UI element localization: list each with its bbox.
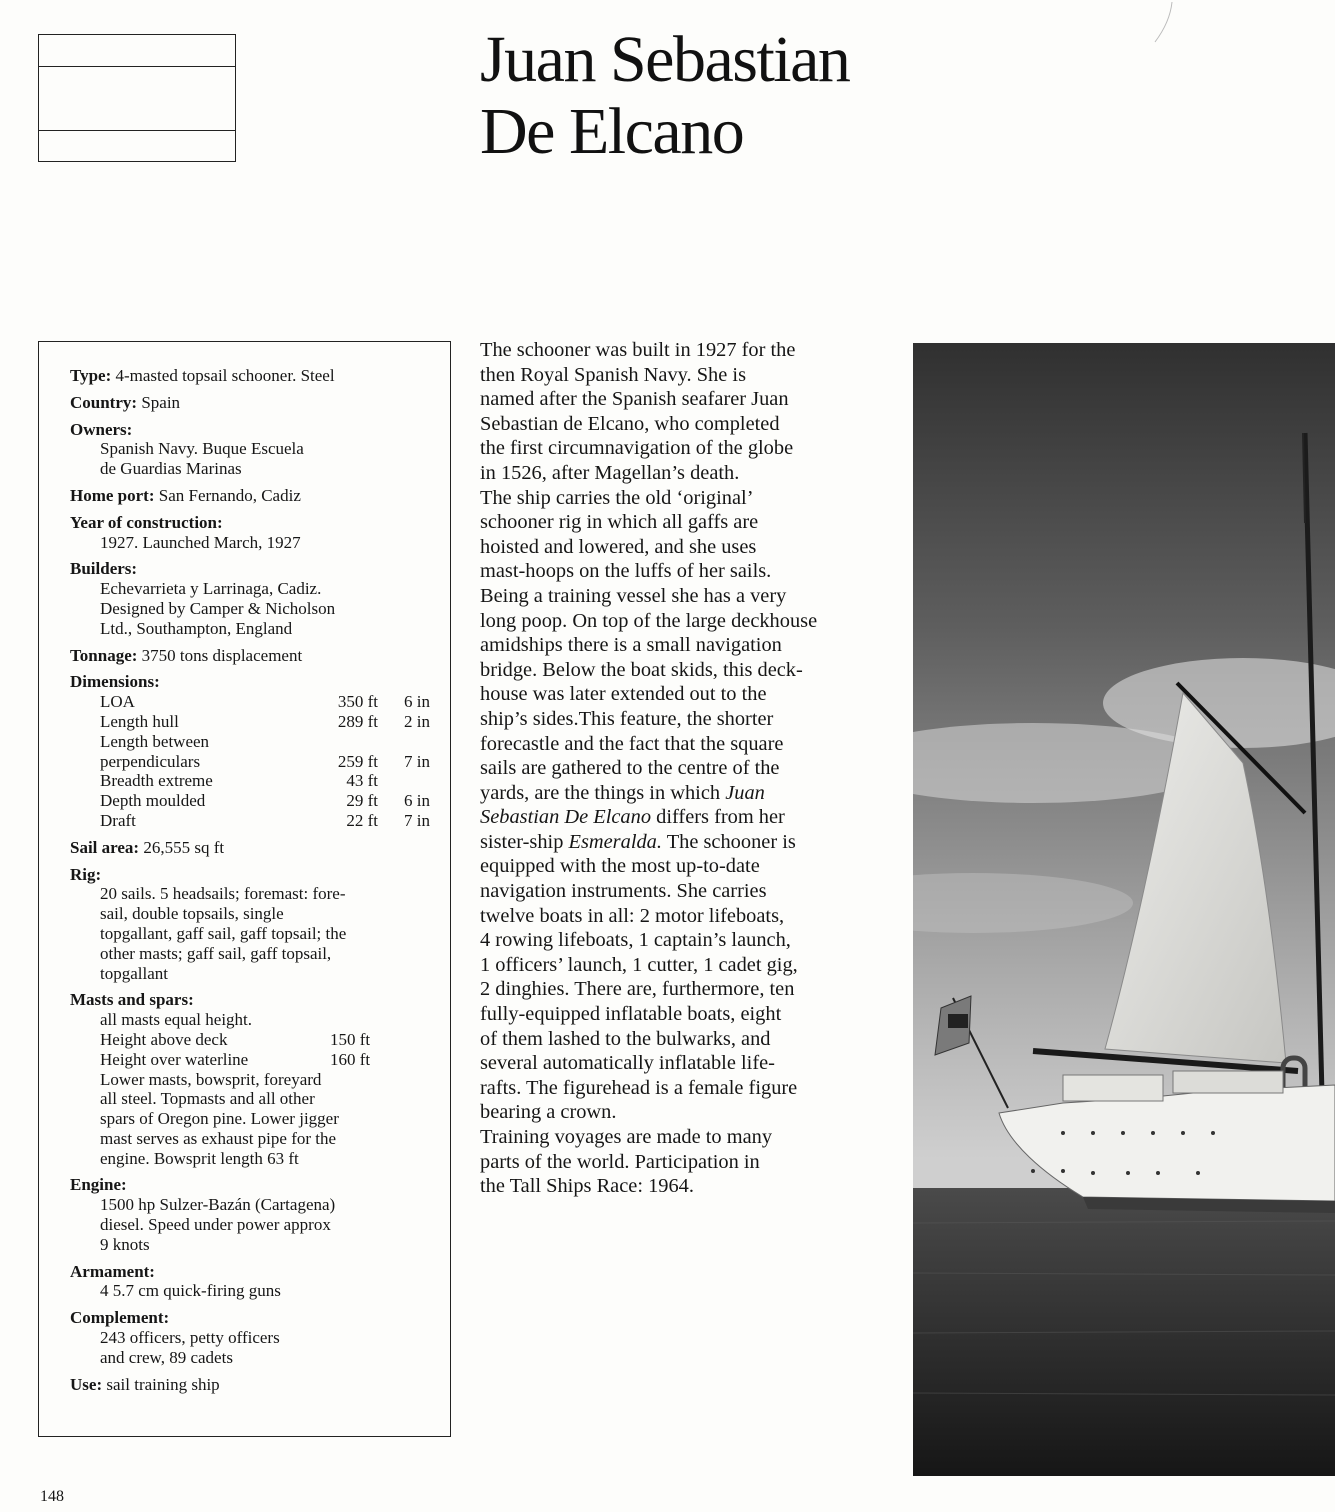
spec-year-of-construction bbox=[70, 513, 430, 553]
flag-placeholder-box bbox=[38, 34, 236, 162]
title-line-2: De Elcano bbox=[480, 95, 744, 168]
description-part-3: The schooner is equipped with the most up-to-date navigation instruments. She carries twelve boats in all: 2 motor lifeboats, 4 rowing lifeboats, 1 captain’s launch, 1 officers’ launch, 1 cutter, 1 cadet gig, 2 dinghies. There are, furthermore, ten fully-equipped inflatable boats, eight of them lashed to the bulwarks, and several automatically inflatable life- rafts. The figurehead is a female figure bearing a crown. Training voyages are made to many parts of the world. Participation in the Tall Ships Race: 1964. bbox=[480, 830, 798, 1198]
mast-height-row bbox=[70, 1030, 430, 1050]
spec-label: Complement: bbox=[70, 1308, 170, 1328]
ship-name-italic: Juan Sebastian De Elcano bbox=[480, 781, 765, 829]
dimension-feet: 289 ft bbox=[337, 711, 378, 731]
dimension-feet: 259 ft bbox=[337, 751, 378, 771]
dimension-inches: 6 in bbox=[404, 791, 430, 811]
dimension-inches: 7 in bbox=[404, 751, 430, 771]
spec-label: Sail area: bbox=[70, 837, 140, 857]
dimension-feet bbox=[328, 732, 378, 752]
spec-value: 1927. Launched March, 1927 bbox=[100, 532, 301, 552]
dimension-feet: 22 ft bbox=[346, 810, 378, 830]
spec-value: San Fernando, Cadiz bbox=[154, 485, 301, 505]
dimension-row bbox=[70, 811, 430, 831]
title-line-1: Juan Sebastian bbox=[480, 23, 850, 96]
spec-value: sail training ship bbox=[102, 1374, 220, 1394]
spec-value: Lower masts, bowsprit, foreyard all steel. Topmasts and all other spars of Oregon pine. Lower jigger mast serves as exhaust pipe for the engine. Bowsprit length 63 ft bbox=[100, 1069, 339, 1168]
dimension-feet: 350 ft bbox=[337, 692, 378, 712]
spec-label: Masts and spars: bbox=[70, 990, 194, 1010]
mast-height-label: Height above deck bbox=[100, 1029, 228, 1049]
spec-label: Armament: bbox=[70, 1261, 155, 1281]
description-text bbox=[480, 338, 900, 1199]
spec-armament bbox=[70, 1262, 430, 1302]
dimension-row bbox=[70, 771, 430, 791]
spec-label: Country: bbox=[70, 392, 138, 412]
spec-value: 243 officers, petty officers and crew, 89 cadets bbox=[100, 1328, 280, 1367]
spec-country bbox=[70, 393, 430, 413]
spec-value: Echevarrieta y Larrinaga, Cadiz. Designed by Camper & Nicholson Ltd., Southampton, England bbox=[100, 579, 336, 638]
spec-value: 4 5.7 cm quick-firing guns bbox=[100, 1281, 281, 1301]
spec-label: Owners: bbox=[70, 419, 133, 439]
flag-stripe-divider bbox=[39, 130, 235, 131]
dimension-inches: 7 in bbox=[404, 810, 430, 830]
spec-tonnage bbox=[70, 646, 430, 666]
dimension-row bbox=[70, 752, 430, 772]
spec-label: Engine: bbox=[70, 1175, 127, 1195]
mast-height-value: 160 ft bbox=[330, 1049, 371, 1069]
dimension-row bbox=[70, 692, 430, 712]
spec-value: Spain bbox=[137, 392, 181, 412]
spec-value: 1500 hp Sulzer-Bazán (Cartagena) diesel. Speed under power approx 9 knots bbox=[100, 1195, 336, 1254]
spec-home-port bbox=[70, 486, 430, 506]
dimension-row bbox=[70, 732, 430, 752]
spec-value: 20 sails. 5 headsails; foremast: fore- sail, double topsails, single topgallant, gaff sail, gaff topsail; the other masts; gaff sail, gaff topsail, topgallant bbox=[100, 884, 347, 983]
spec-label: Home port: bbox=[70, 485, 155, 505]
spec-label: Rig: bbox=[70, 864, 102, 884]
mast-height-label: Height over waterline bbox=[100, 1049, 249, 1069]
dimension-feet: 29 ft bbox=[346, 791, 378, 811]
dimension-inches: 2 in bbox=[404, 711, 430, 731]
page-number: 148 bbox=[40, 1488, 64, 1505]
spec-label: Type: bbox=[70, 366, 112, 385]
specifications-list bbox=[70, 366, 430, 1401]
ship-photo bbox=[913, 343, 1335, 1476]
spec-sail-area bbox=[70, 838, 430, 858]
mast-height-row bbox=[70, 1050, 430, 1070]
dimension-label: Depth moulded bbox=[100, 791, 206, 811]
mast-height-value: 150 ft bbox=[330, 1029, 371, 1049]
page-scratch-mark bbox=[1140, 0, 1200, 50]
dimension-row bbox=[70, 712, 430, 732]
spec-value: all masts equal height. bbox=[100, 1010, 253, 1030]
spec-label: Builders: bbox=[70, 559, 138, 579]
dimension-feet: 43 ft bbox=[346, 771, 378, 791]
page-title bbox=[480, 24, 849, 168]
spec-type bbox=[70, 366, 430, 386]
spec-masts-and-spars bbox=[70, 990, 430, 1168]
spec-label: Dimensions: bbox=[70, 672, 160, 692]
spec-owners bbox=[70, 420, 430, 479]
spec-complement bbox=[70, 1308, 430, 1367]
dimension-inches bbox=[378, 771, 430, 791]
spec-value: 26,555 sq ft bbox=[139, 837, 225, 857]
dimension-label: Breadth extreme bbox=[100, 771, 213, 791]
dimension-inches: 6 in bbox=[404, 692, 430, 712]
flag-stripe-divider bbox=[39, 66, 235, 67]
spec-value: Spanish Navy. Buque Escuela de Guardias Marinas bbox=[100, 439, 304, 479]
dimension-label: perpendiculars bbox=[100, 751, 201, 771]
spec-label: Use: bbox=[70, 1374, 103, 1394]
dimension-row bbox=[70, 791, 430, 811]
description-part-1: The schooner was built in 1927 for the then Royal Spanish Navy. She is named after the Spanish seafarer Juan Sebastian de Elcano, who completed the first circumnavigation of the globe in 1526, after Magellan’s death. The ship carries the old ‘original’ schooner rig in which all gaffs are hoisted and lowered, and she uses mast-hoops on the luffs of her sails. Being a training vessel she has a very long poop. On top of the large deckhouse amidships there is a small navigation bridge. Below the boat skids, this deck- house was later extended out to the ship’s sides.This feature, the shorter forecastle and the fact that the square sails are gathered to the centre of the yards, are the things in which bbox=[480, 339, 818, 804]
description-part-2: differs from her sister-ship bbox=[480, 806, 785, 853]
spec-use bbox=[70, 1375, 430, 1395]
spec-builders bbox=[70, 559, 430, 638]
dimension-label: Length hull bbox=[100, 711, 179, 731]
spec-label: Tonnage: bbox=[70, 645, 138, 665]
spec-value: 4-masted topsail schooner. Steel bbox=[111, 366, 335, 385]
dimension-label: LOA bbox=[100, 692, 135, 712]
sailing-ship-photo-illustration bbox=[913, 343, 1335, 1476]
spec-dimensions bbox=[70, 672, 430, 830]
spec-rig bbox=[70, 865, 430, 984]
dimension-label: Length between bbox=[100, 731, 210, 751]
spec-label: Year of construction: bbox=[70, 512, 223, 532]
sister-ship-italic: Esmeralda. bbox=[568, 830, 662, 853]
spec-engine bbox=[70, 1175, 430, 1254]
dimension-label: Draft bbox=[100, 810, 136, 830]
dimension-inches bbox=[378, 732, 430, 752]
spec-value: 3750 tons displacement bbox=[137, 645, 303, 665]
